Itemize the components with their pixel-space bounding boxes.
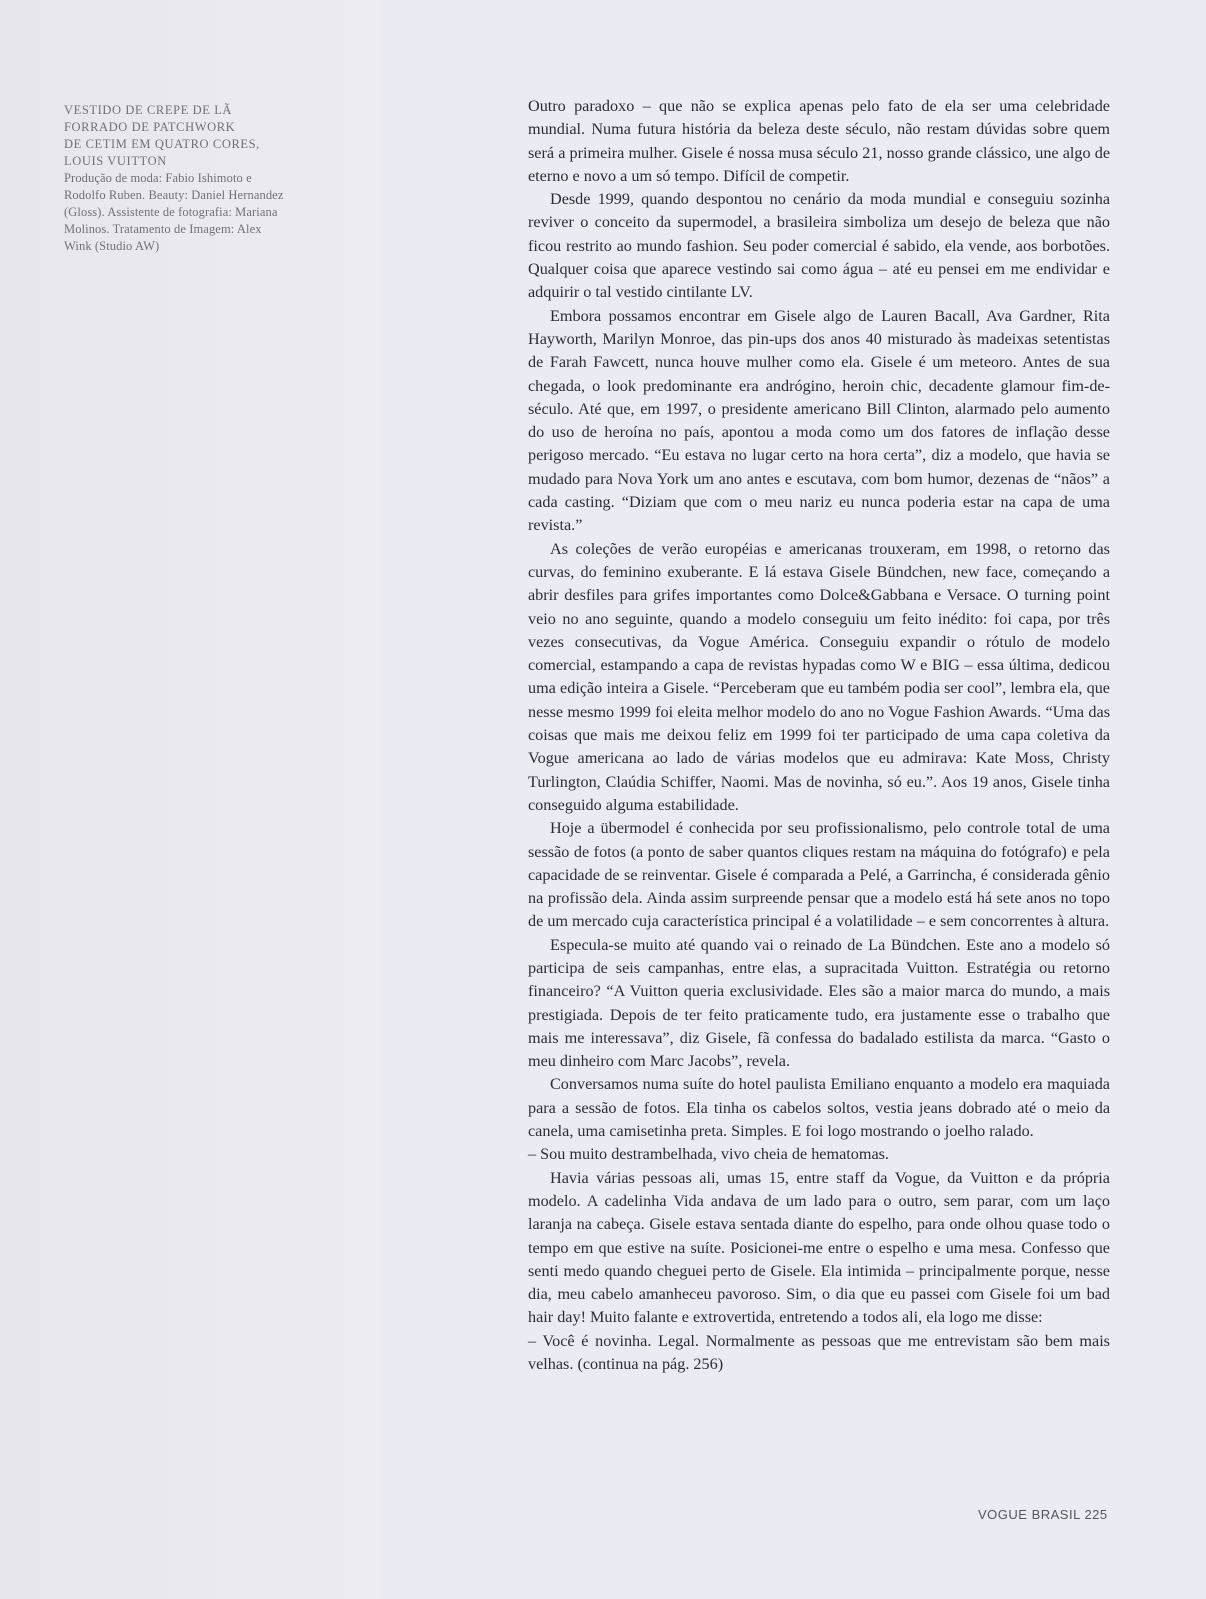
page-folio: VOGUE BRASIL 225: [978, 1507, 1108, 1522]
caption-line: FORRADO DE PATCHWORK: [64, 120, 236, 134]
article-paragraph: Especula-se muito até quando vai o reinado de La Bündchen. Este ano a modelo só participa de seis campanhas, entre elas, a supracitada Vuitton. Estratégia ou retorno financeiro? “A Vuitton queria exclusividade. Eles são a maior marca do mundo, a mais prestigiada. Depois de ter feito praticamente tudo, era justamente esse o trabalho que mais me interessava”, diz Gisele, fã confessa do badalado estilista da marca. “Gasto o meu dinheiro com Marc Jacobs”, revela.: [528, 935, 1110, 1071]
caption-credits: Produção de moda: Fabio Ishimoto e Rodolfo Ruben. Beauty: Daniel Hernandez (Gloss). Assistente de fotografia: Mariana Molinos. Tratamento de Imagem: Alex Wink (Studio AW): [64, 171, 284, 253]
photo-caption: [64, 102, 284, 255]
article-paragraph: Desde 1999, quando despontou no cenário da moda mundial e conseguiu sozinha reviver o conceito da supermodel, a brasileira simboliza um desejo de beleza que não ficou restrito ao mundo fashion. Seu poder comercial é sabido, ela vende, aos borbotões. Qualquer coisa que aparece vestindo sai como água – até eu pensei em me endividar e adquirir o tal vestido cintilante LV.: [528, 190, 1110, 302]
article-paragraph: Havia várias pessoas ali, umas 15, entre staff da Vogue, da Vuitton e da própria modelo. A cadelinha Vida andava de um lado para o outro, sem parar, com um laço laranja na cabeça. Gisele estava sentada diante do espelho, para onde olhou quase todo o tempo em que estive na suíte. Posicionei-me entre o espelho e uma mesa. Confesso que senti medo quando cheguei perto de Gisele. Ela intimida – principalmente porque, nesse dia, meu cabelo amanheceu pavoroso. Sim, o dia que eu passei com Gisele foi um bad hair day! Muito falante e extrovertida, entretendo a todos ali, ela logo me disse:: [528, 1168, 1110, 1327]
article-paragraph: Outro paradoxo – que não se explica apenas pelo fato de ela ser uma celebridade mundial. Numa futura história da beleza deste século, não restam dúvidas sobre quem será a primeira mulher. Gisele é nossa musa século 21, nosso grande clássico, une algo de eterno e novo a um só tempo. Difícil de competir.: [528, 97, 1110, 185]
caption-line: VESTIDO DE CREPE DE LÃ: [64, 103, 233, 117]
article-paragraph: As coleções de verão européias e americanas trouxeram, em 1998, o retorno das curvas, do feminino exuberante. E lá estava Gisele Bündchen, new face, começando a abrir desfiles para grifes importantes como Dolce&Gabbana e Versace. O turning point veio no ano seguinte, quando a modelo conseguiu um feito inédito: foi capa, por três vezes consecutivas, da Vogue América. Conseguiu expandir o rótulo de modelo comercial, estampando a capa de revistas hypadas como W e BIG – essa última, dedicou uma edição inteira a Gisele. “Perceberam que eu também podia ser cool”, lembra ela, que nesse mesmo 1999 foi eleita melhor modelo do ano no Vogue Fashion Awards. “Uma das coisas que mais me deixou feliz em 1999 foi ter participado de uma capa coletiva da Vogue americana ao lado de várias modelos que eu admirava: Kate Moss, Christy Turlington, Claúdia Schiffer, Naomi. Mas de novinha, só eu.”. Aos 19 anos, Gisele tinha conseguido alguma estabilidade.: [528, 539, 1110, 814]
article-body: [528, 95, 1110, 1376]
caption-line: LOUIS VUITTON: [64, 154, 167, 168]
article-dialog-line: – Sou muito destrambelhada, vivo cheia de hematomas.: [528, 1145, 889, 1164]
article-paragraph: Conversamos numa suíte do hotel paulista Emiliano enquanto a modelo era maquiada para a sessão de fotos. Ela tinha os cabelos soltos, vestia jeans dobrado até o meio da canela, uma camisetinha preta. Simples. E foi logo mostrando o joelho ralado.: [528, 1075, 1110, 1141]
article-paragraph: Embora possamos encontrar em Gisele algo de Lauren Bacall, Ava Gardner, Rita Hayworth, Marilyn Monroe, das pin-ups dos anos 40 misturado às madeixas setentistas de Farah Fawcett, nunca houve mulher como ela. Gisele é um meteoro. Antes de sua chegada, o look predominante era andrógino, heroin chic, decadente glamour fim-de-século. Até que, em 1997, o presidente americano Bill Clinton, alarmado pelo aumento do uso de heroína no país, apontou a moda como um dos fatores de inflação desse perigoso mercado. “Eu estava no lugar certo na hora certa”, diz a modelo, que havia se mudado para Nova York um ano antes e escutava, com bom humor, dezenas de “nãos” a cada casting. “Diziam que com o meu nariz eu nunca poderia estar na capa de uma revista.”: [528, 306, 1110, 535]
article-paragraph: Hoje a übermodel é conhecida por seu profissionalismo, pelo controle total de uma sessão de fotos (a ponto de saber quantos cliques restam na máquina do fotógrafo) e pela capacidade de se reinventar. Gisele é comparada a Pelé, a Garrincha, é considerada gênio na profissão dela. Ainda assim surpreende pensar que a modelo está há sete anos no topo de um mercado cuja característica principal é a volatilidade – e sem concorrentes à altura.: [528, 819, 1110, 931]
article-dialog-line: – Você é novinha. Legal. Normalmente as pessoas que me entrevistam são bem mais velhas. (continua na pág. 256): [528, 1331, 1110, 1374]
caption-line: DE CETIM EM QUATRO CORES,: [64, 137, 260, 151]
